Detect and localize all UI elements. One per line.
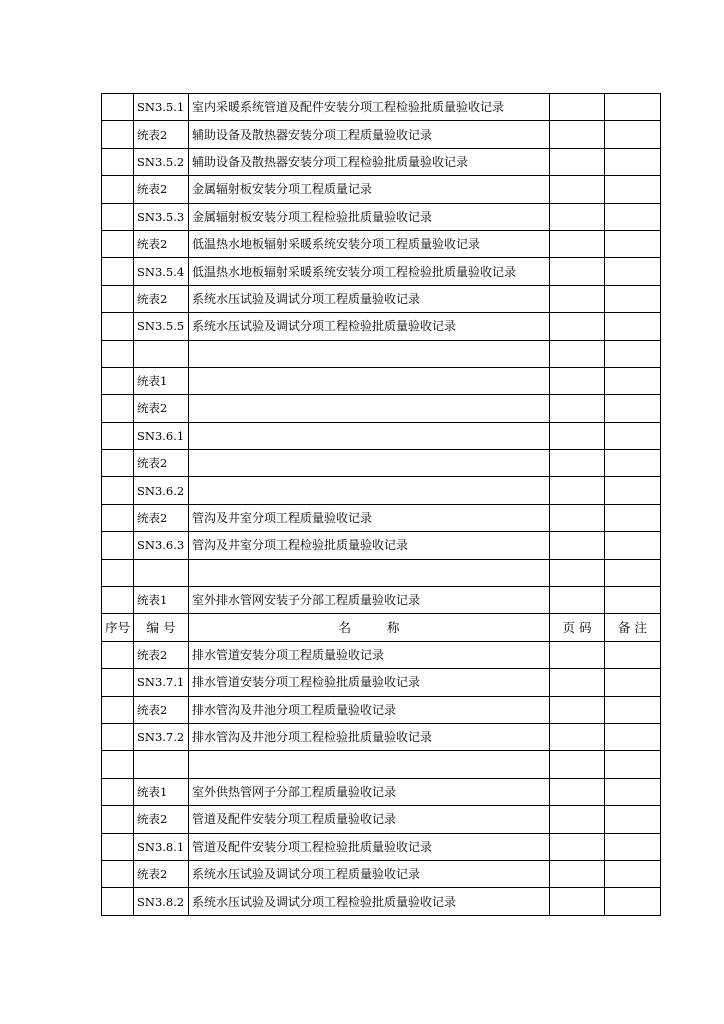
name-cell: [189, 477, 550, 504]
seq-cell: [102, 313, 134, 340]
seq-cell: [102, 587, 134, 614]
seq-cell: [102, 532, 134, 559]
table-row: [102, 176, 661, 203]
table-row: [102, 559, 661, 586]
remark-cell: [605, 888, 661, 915]
code-cell: 统表1: [134, 778, 189, 805]
page-cell: [550, 504, 605, 531]
code-cell: SN3.6.1: [134, 422, 189, 449]
remark-cell: [605, 587, 661, 614]
remark-cell: [605, 669, 661, 696]
seq-cell: [102, 833, 134, 860]
remark-cell: [605, 532, 661, 559]
remark-cell: [605, 367, 661, 394]
code-cell: SN3.5.5: [134, 313, 189, 340]
code-cell: SN3.5.3: [134, 203, 189, 230]
remark-cell: [605, 833, 661, 860]
remark-cell: [605, 860, 661, 887]
table-row: [102, 778, 661, 805]
name-cell: 金属辐射板安装分项工程检验批质量验收记录: [189, 203, 550, 230]
name-cell: 排水管沟及井池分项工程质量验收记录: [189, 696, 550, 723]
table-row: [102, 833, 661, 860]
name-cell: 室外供热管网子分部工程质量验收记录: [189, 778, 550, 805]
page-cell: [550, 230, 605, 257]
page-cell: [550, 888, 605, 915]
code-cell: SN3.7.2: [134, 723, 189, 750]
name-cell: 管沟及井室分项工程检验批质量验收记录: [189, 532, 550, 559]
code-cell: 统表2: [134, 860, 189, 887]
seq-cell: [102, 751, 134, 778]
page-cell: [550, 313, 605, 340]
remark-cell: [605, 94, 661, 121]
page-cell: [550, 285, 605, 312]
remark-cell: [605, 121, 661, 148]
remark-cell: [605, 450, 661, 477]
table-row: [102, 641, 661, 668]
seq-cell: [102, 641, 134, 668]
table-row: [102, 395, 661, 422]
name-cell: [189, 340, 550, 367]
page-cell: [550, 669, 605, 696]
table-row: [102, 532, 661, 559]
code-cell: 统表2: [134, 450, 189, 477]
page-cell: [550, 176, 605, 203]
table-row: [102, 751, 661, 778]
table-row: [102, 860, 661, 887]
remark-cell: [605, 696, 661, 723]
name-cell: 排水管道安装分项工程检验批质量验收记录: [189, 669, 550, 696]
remark-cell: [605, 395, 661, 422]
code-cell: SN3.7.1: [134, 669, 189, 696]
table-row: [102, 723, 661, 750]
table-row: [102, 669, 661, 696]
page-cell: [550, 94, 605, 121]
code-cell: 统表2: [134, 641, 189, 668]
page-cell: [550, 367, 605, 394]
seq-cell: [102, 450, 134, 477]
name-header-char-2: 称: [387, 619, 400, 635]
table-body: [102, 94, 661, 916]
table-row: [102, 285, 661, 312]
page-cell: [550, 395, 605, 422]
table-row: [102, 258, 661, 285]
seq-cell: [102, 367, 134, 394]
seq-cell: [102, 888, 134, 915]
name-cell: 辅助设备及散热器安装分项工程检验批质量验收记录: [189, 148, 550, 175]
seq-cell: [102, 477, 134, 504]
remark-cell: [605, 230, 661, 257]
remark-cell: [605, 313, 661, 340]
seq-cell: [102, 230, 134, 257]
name-cell: 系统水压试验及调试分项工程检验批质量验收记录: [189, 888, 550, 915]
page-cell: [550, 422, 605, 449]
page-cell: [550, 340, 605, 367]
table-row: [102, 422, 661, 449]
remark-cell: [605, 559, 661, 586]
page-cell: [550, 723, 605, 750]
page-cell: [550, 860, 605, 887]
code-cell: 统表2: [134, 121, 189, 148]
remark-cell: [605, 778, 661, 805]
name-cell: [189, 422, 550, 449]
name-header: [189, 614, 550, 641]
seq-cell: [102, 860, 134, 887]
name-cell: 金属辐射板安装分项工程质量记录: [189, 176, 550, 203]
seq-cell: [102, 806, 134, 833]
table-header-row: [102, 614, 661, 641]
name-cell: 辅助设备及散热器安装分项工程质量验收记录: [189, 121, 550, 148]
code-cell: 统表2: [134, 285, 189, 312]
code-cell: SN3.5.1: [134, 94, 189, 121]
code-cell: 统表2: [134, 696, 189, 723]
table-row: [102, 477, 661, 504]
table-row: [102, 230, 661, 257]
page-cell: [550, 258, 605, 285]
seq-cell: [102, 340, 134, 367]
page-header: 页 码: [550, 614, 605, 641]
seq-cell: [102, 285, 134, 312]
code-cell: [134, 751, 189, 778]
remark-header: 备 注: [605, 614, 661, 641]
remark-cell: [605, 641, 661, 668]
remark-cell: [605, 477, 661, 504]
code-cell: 统表2: [134, 230, 189, 257]
page-cell: [550, 641, 605, 668]
remark-cell: [605, 751, 661, 778]
remark-cell: [605, 806, 661, 833]
name-cell: 管道及配件安装分项工程质量验收记录: [189, 806, 550, 833]
seq-cell: [102, 422, 134, 449]
remark-cell: [605, 148, 661, 175]
page-cell: [550, 587, 605, 614]
seq-cell: [102, 203, 134, 230]
code-cell: SN3.8.2: [134, 888, 189, 915]
table-row: [102, 340, 661, 367]
remark-cell: [605, 422, 661, 449]
page-cell: [550, 696, 605, 723]
code-cell: 统表2: [134, 395, 189, 422]
table-row: [102, 203, 661, 230]
table-row: [102, 148, 661, 175]
page-cell: [550, 121, 605, 148]
name-cell: 系统水压试验及调试分项工程质量验收记录: [189, 285, 550, 312]
page-cell: [550, 450, 605, 477]
remark-cell: [605, 258, 661, 285]
code-cell: [134, 340, 189, 367]
code-cell: SN3.6.2: [134, 477, 189, 504]
name-cell: 管道及配件安装分项工程检验批质量验收记录: [189, 833, 550, 860]
name-cell: 管沟及井室分项工程质量验收记录: [189, 504, 550, 531]
name-cell: [189, 751, 550, 778]
page-cell: [550, 751, 605, 778]
table-row: [102, 367, 661, 394]
seq-cell: [102, 723, 134, 750]
table-row: [102, 94, 661, 121]
seq-cell: [102, 121, 134, 148]
code-cell: 统表1: [134, 587, 189, 614]
seq-cell: [102, 559, 134, 586]
seq-cell: [102, 176, 134, 203]
name-cell: [189, 559, 550, 586]
record-index-table: [101, 93, 661, 916]
page-cell: [550, 833, 605, 860]
seq-cell: [102, 504, 134, 531]
page-cell: [550, 778, 605, 805]
table-row: [102, 587, 661, 614]
name-cell: 系统水压试验及调试分项工程检验批质量验收记录: [189, 313, 550, 340]
code-cell: [134, 559, 189, 586]
table-row: [102, 806, 661, 833]
table-row: [102, 696, 661, 723]
seq-cell: [102, 148, 134, 175]
code-cell: SN3.8.1: [134, 833, 189, 860]
table-row: [102, 450, 661, 477]
name-cell: 排水管道安装分项工程质量验收记录: [189, 641, 550, 668]
page-cell: [550, 806, 605, 833]
table-row: [102, 504, 661, 531]
name-header-char-1: 名: [338, 619, 351, 635]
code-cell: 统表1: [134, 367, 189, 394]
remark-cell: [605, 340, 661, 367]
remark-cell: [605, 203, 661, 230]
name-cell: 室外排水管网安装子分部工程质量验收记录: [189, 587, 550, 614]
page-cell: [550, 532, 605, 559]
table-row: [102, 888, 661, 915]
name-cell: [189, 367, 550, 394]
remark-cell: [605, 504, 661, 531]
page-cell: [550, 203, 605, 230]
name-cell: [189, 395, 550, 422]
name-cell: 排水管沟及井池分项工程检验批质量验收记录: [189, 723, 550, 750]
remark-cell: [605, 723, 661, 750]
seq-cell: [102, 778, 134, 805]
name-cell: 系统水压试验及调试分项工程质量验收记录: [189, 860, 550, 887]
seq-cell: [102, 669, 134, 696]
code-cell: 统表2: [134, 504, 189, 531]
code-header: 编 号: [134, 614, 189, 641]
table-row: [102, 313, 661, 340]
code-cell: 统表2: [134, 176, 189, 203]
code-cell: SN3.5.4: [134, 258, 189, 285]
seq-header: 序号: [102, 614, 134, 641]
seq-cell: [102, 94, 134, 121]
name-cell: 低温热水地板辐射采暖系统安装分项工程检验批质量验收记录: [189, 258, 550, 285]
page-cell: [550, 477, 605, 504]
code-cell: SN3.6.3: [134, 532, 189, 559]
code-cell: SN3.5.2: [134, 148, 189, 175]
table-row: [102, 121, 661, 148]
remark-cell: [605, 285, 661, 312]
name-cell: 室内采暖系统管道及配件安装分项工程检验批质量验收记录: [189, 94, 550, 121]
remark-cell: [605, 176, 661, 203]
seq-cell: [102, 696, 134, 723]
code-cell: 统表2: [134, 806, 189, 833]
page-cell: [550, 559, 605, 586]
page-cell: [550, 148, 605, 175]
seq-cell: [102, 258, 134, 285]
name-cell: 低温热水地板辐射采暖系统安装分项工程质量验收记录: [189, 230, 550, 257]
name-cell: [189, 450, 550, 477]
seq-cell: [102, 395, 134, 422]
